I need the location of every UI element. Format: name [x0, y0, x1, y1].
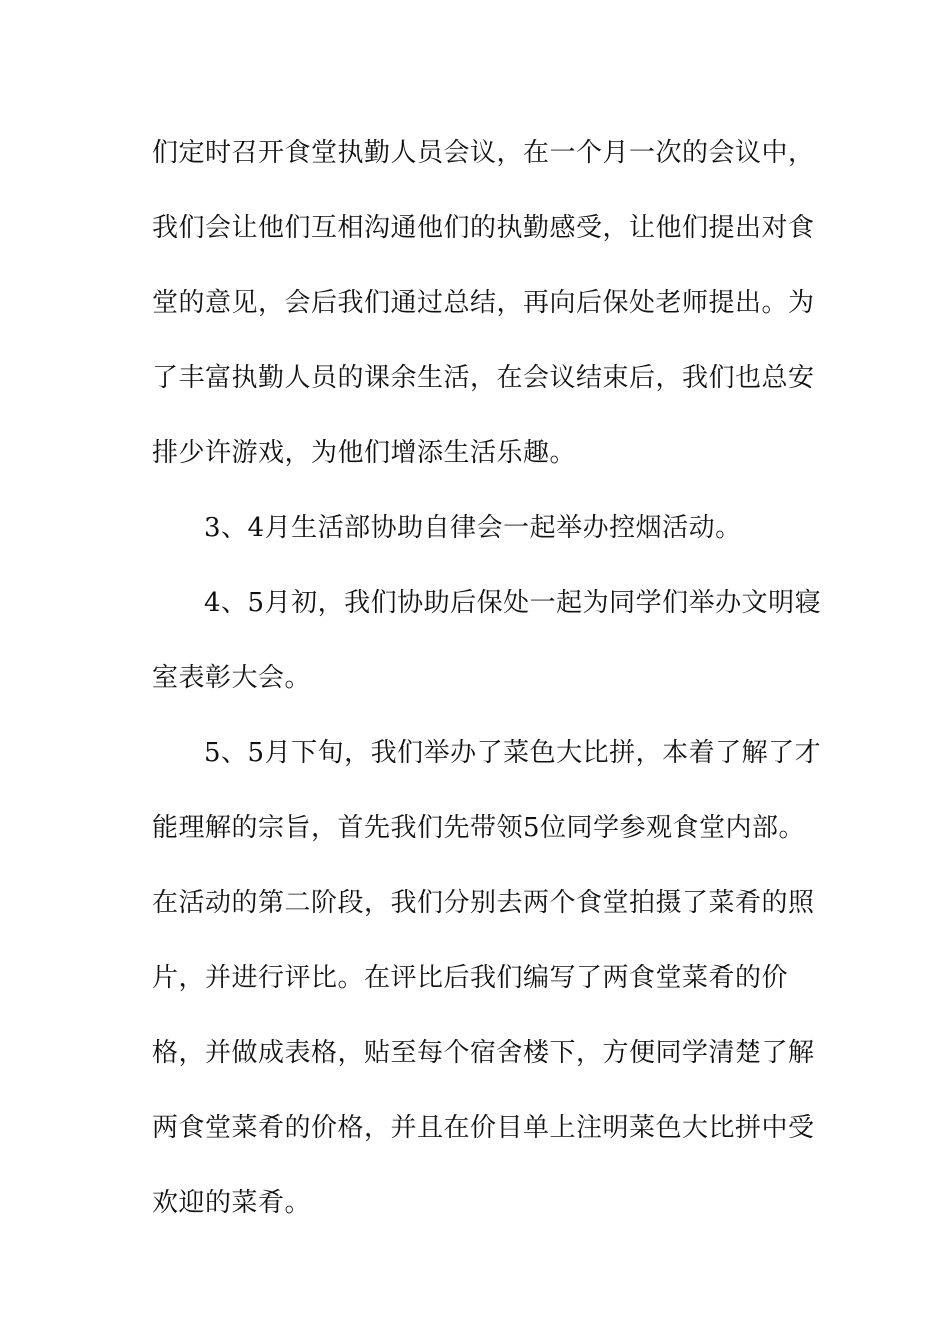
- paragraph-line: 我们会让他们互相沟通他们的执勤感受，让他们提出对食: [152, 213, 815, 243]
- paragraph-line: 排少许游戏，为他们增添生活乐趣。: [152, 438, 577, 468]
- paragraph-line: 室表彰大会。: [152, 663, 312, 693]
- paragraph-line: 了丰富执勤人员的课余生活，在会议结束后，我们也总安: [152, 363, 815, 393]
- paragraph-line: 5、5月下旬，我们举办了菜色大比拼，本着了解了才: [204, 738, 822, 768]
- paragraph-line: 片，并进行评比。在评比后我们编写了两食堂菜肴的价: [152, 963, 789, 993]
- paragraph-line: 能理解的宗旨，首先我们先带领5位同学参观食堂内部。: [152, 813, 806, 843]
- paragraph-line: 格，并做成表格，贴至每个宿舍楼下，方便同学清楚了解: [152, 1038, 815, 1068]
- paragraph-line: 3、4月生活部协助自律会一起举办控烟活动。: [204, 513, 742, 543]
- paragraph-line: 们定时召开食堂执勤人员会议，在一个月一次的会议中，: [152, 138, 815, 168]
- paragraph-line: 欢迎的菜肴。: [152, 1188, 312, 1218]
- paragraph-line: 两食堂菜肴的价格，并且在价目单上注明菜色大比拼中受: [152, 1113, 815, 1143]
- paragraph-line: 4、5月初，我们协助后保处一起为同学们举办文明寝: [204, 588, 822, 618]
- paragraph-line: 堂的意见，会后我们通过总结，再向后保处老师提出。为: [152, 288, 815, 318]
- paragraph-line: 在活动的第二阶段，我们分别去两个食堂拍摄了菜肴的照: [152, 888, 815, 918]
